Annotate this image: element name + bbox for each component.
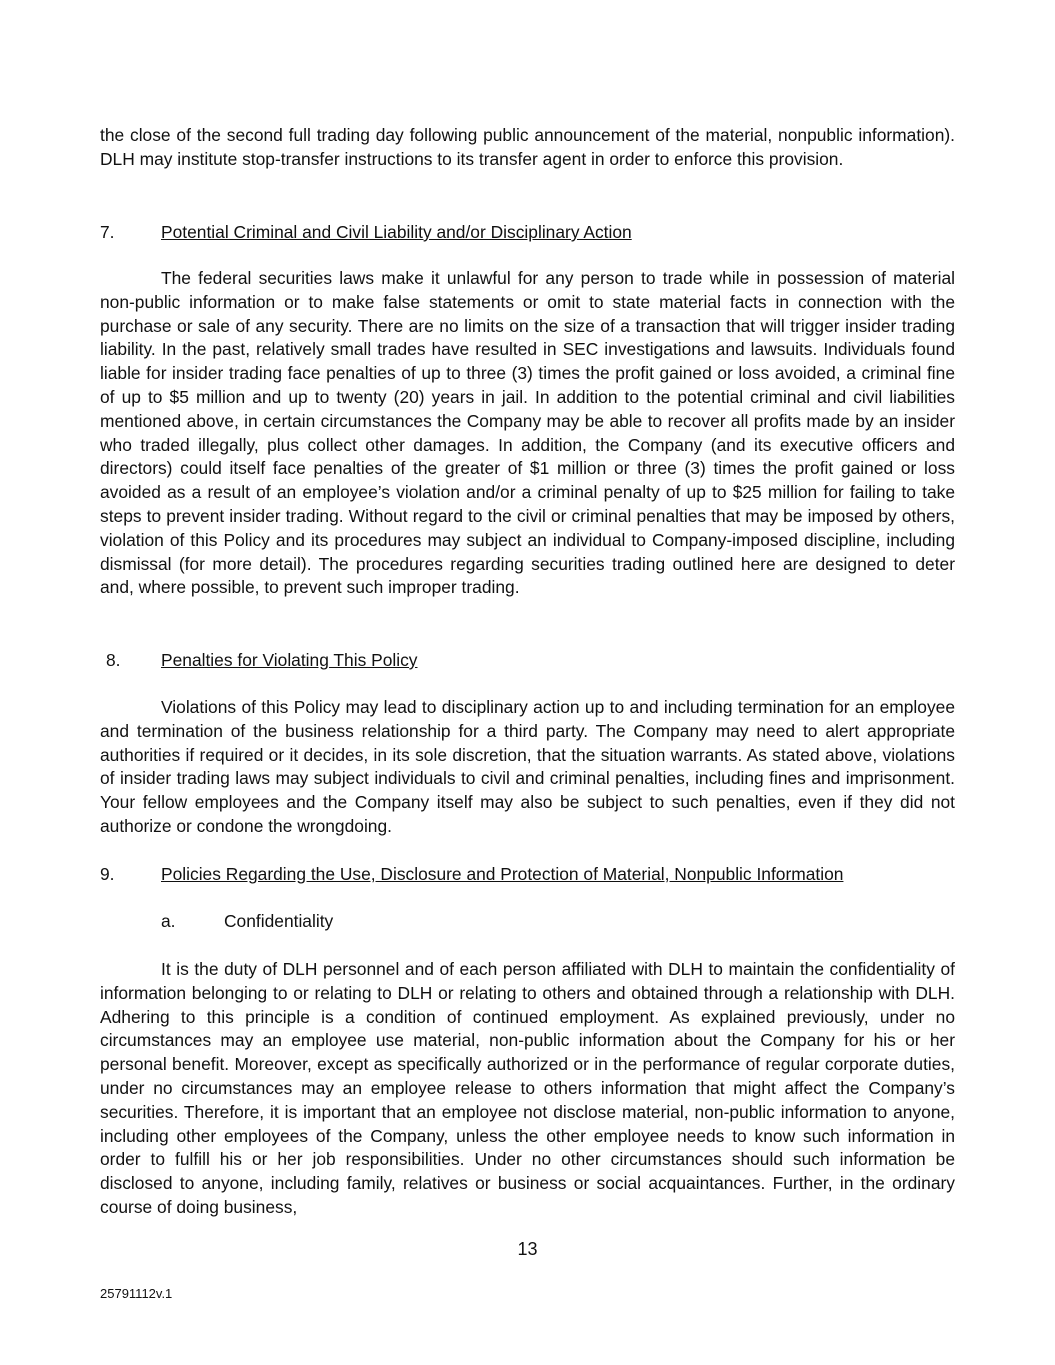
page-number: 13 [517, 1239, 538, 1259]
intro-paragraph: the close of the second full trading day following public announcement of the material, nonpublic information). DLH may institute stop-transfer instructions to its transfer agent in order to enforce this provision. [100, 125, 955, 169]
section-7-title: Potential Criminal and Civil Liability and/or Disciplinary Action [161, 222, 632, 242]
section-9-title: Policies Regarding the Use, Disclosure and Protection of Material, Nonpublic Information [161, 864, 844, 884]
subsection-a-title: Confidentiality [224, 911, 334, 931]
document-id: 25791112v.1 [100, 1286, 173, 1301]
section-8-title: Penalties for Violating This Policy [161, 650, 418, 670]
section-8-number: 8. [106, 650, 121, 670]
section-9-number: 9. [100, 864, 115, 884]
section-7-number: 7. [100, 222, 115, 242]
section-8-paragraph: Violations of this Policy may lead to disciplinary action up to and including termination for an employee and termination of the business relationship for a third party. The Company may need to alert appropriate authorities if required or it decides, in its sole discretion, that the situation warrants. As stated above, violations of insider trading laws may subject individuals to civil and criminal penalties, including fines and imprisonment. Your fellow employees and the Company itself may also be subject to such penalties, even if they did not authorize or condone the wrongdoing. [100, 697, 955, 836]
subsection-a-letter: a. [161, 911, 176, 931]
subsection-a-paragraph: It is the duty of DLH personnel and of each person affiliated with DLH to maintain the confidentiality of information belonging to or relating to DLH or relating to others and obtained through a relationship with DLH. Adhering to this principle is a condition of continued employment. As explained previously, under no circumstances may an employee use material, non-public information about the Company for his or her personal benefit. Moreover, except as specifically authorized or in the performance of regular corporate duties, under no circumstances may an employee release to others information that might affect the Company’s securities. Therefore, it is important that an employee not disclose material, non-public information to anyone, including other employees of the Company, unless the other employee needs to know such information in order to fulfill his or her job responsibilities. Under no other circumstances should such information be disclosed to anyone, including family, relatives or business or social acquaintances. Further, in the ordinary course of doing business, [100, 959, 955, 1217]
section-7-paragraph: The federal securities laws make it unlawful for any person to trade while in possession of material non-public information or to make false statements or omit to state material facts in connection with the purchase or sale of any security. There are no limits on the size of a transaction that will trigger insider trading liability. In the past, relatively small trades have resulted in SEC investigations and lawsuits. Individuals found liable for insider trading face penalties of up to three (3) times the profit gained or loss avoided, a criminal fine of up to $5 million and up to twenty (20) years in jail. In addition to the potential criminal and civil liabilities mentioned above, in certain circumstances the Company may be able to recover all profits made by an insider who traded illegally, plus collect other damages. In addition, the Company (and its executive officers and directors) could itself face penalties of the greater of $1 million or three (3) times the profit gained or loss avoided as a result of an employee’s violation and/or a criminal penalty of up to $25 million for failing to take steps to prevent insider trading. Without regard to the civil or criminal penalties that may be imposed by others, violation of this Policy and its procedures may subject an individual to Company-imposed discipline, including dismissal (for more detail). The procedures regarding securities trading outlined here are designed to deter and, where possible, to prevent such improper trading. [100, 268, 955, 598]
